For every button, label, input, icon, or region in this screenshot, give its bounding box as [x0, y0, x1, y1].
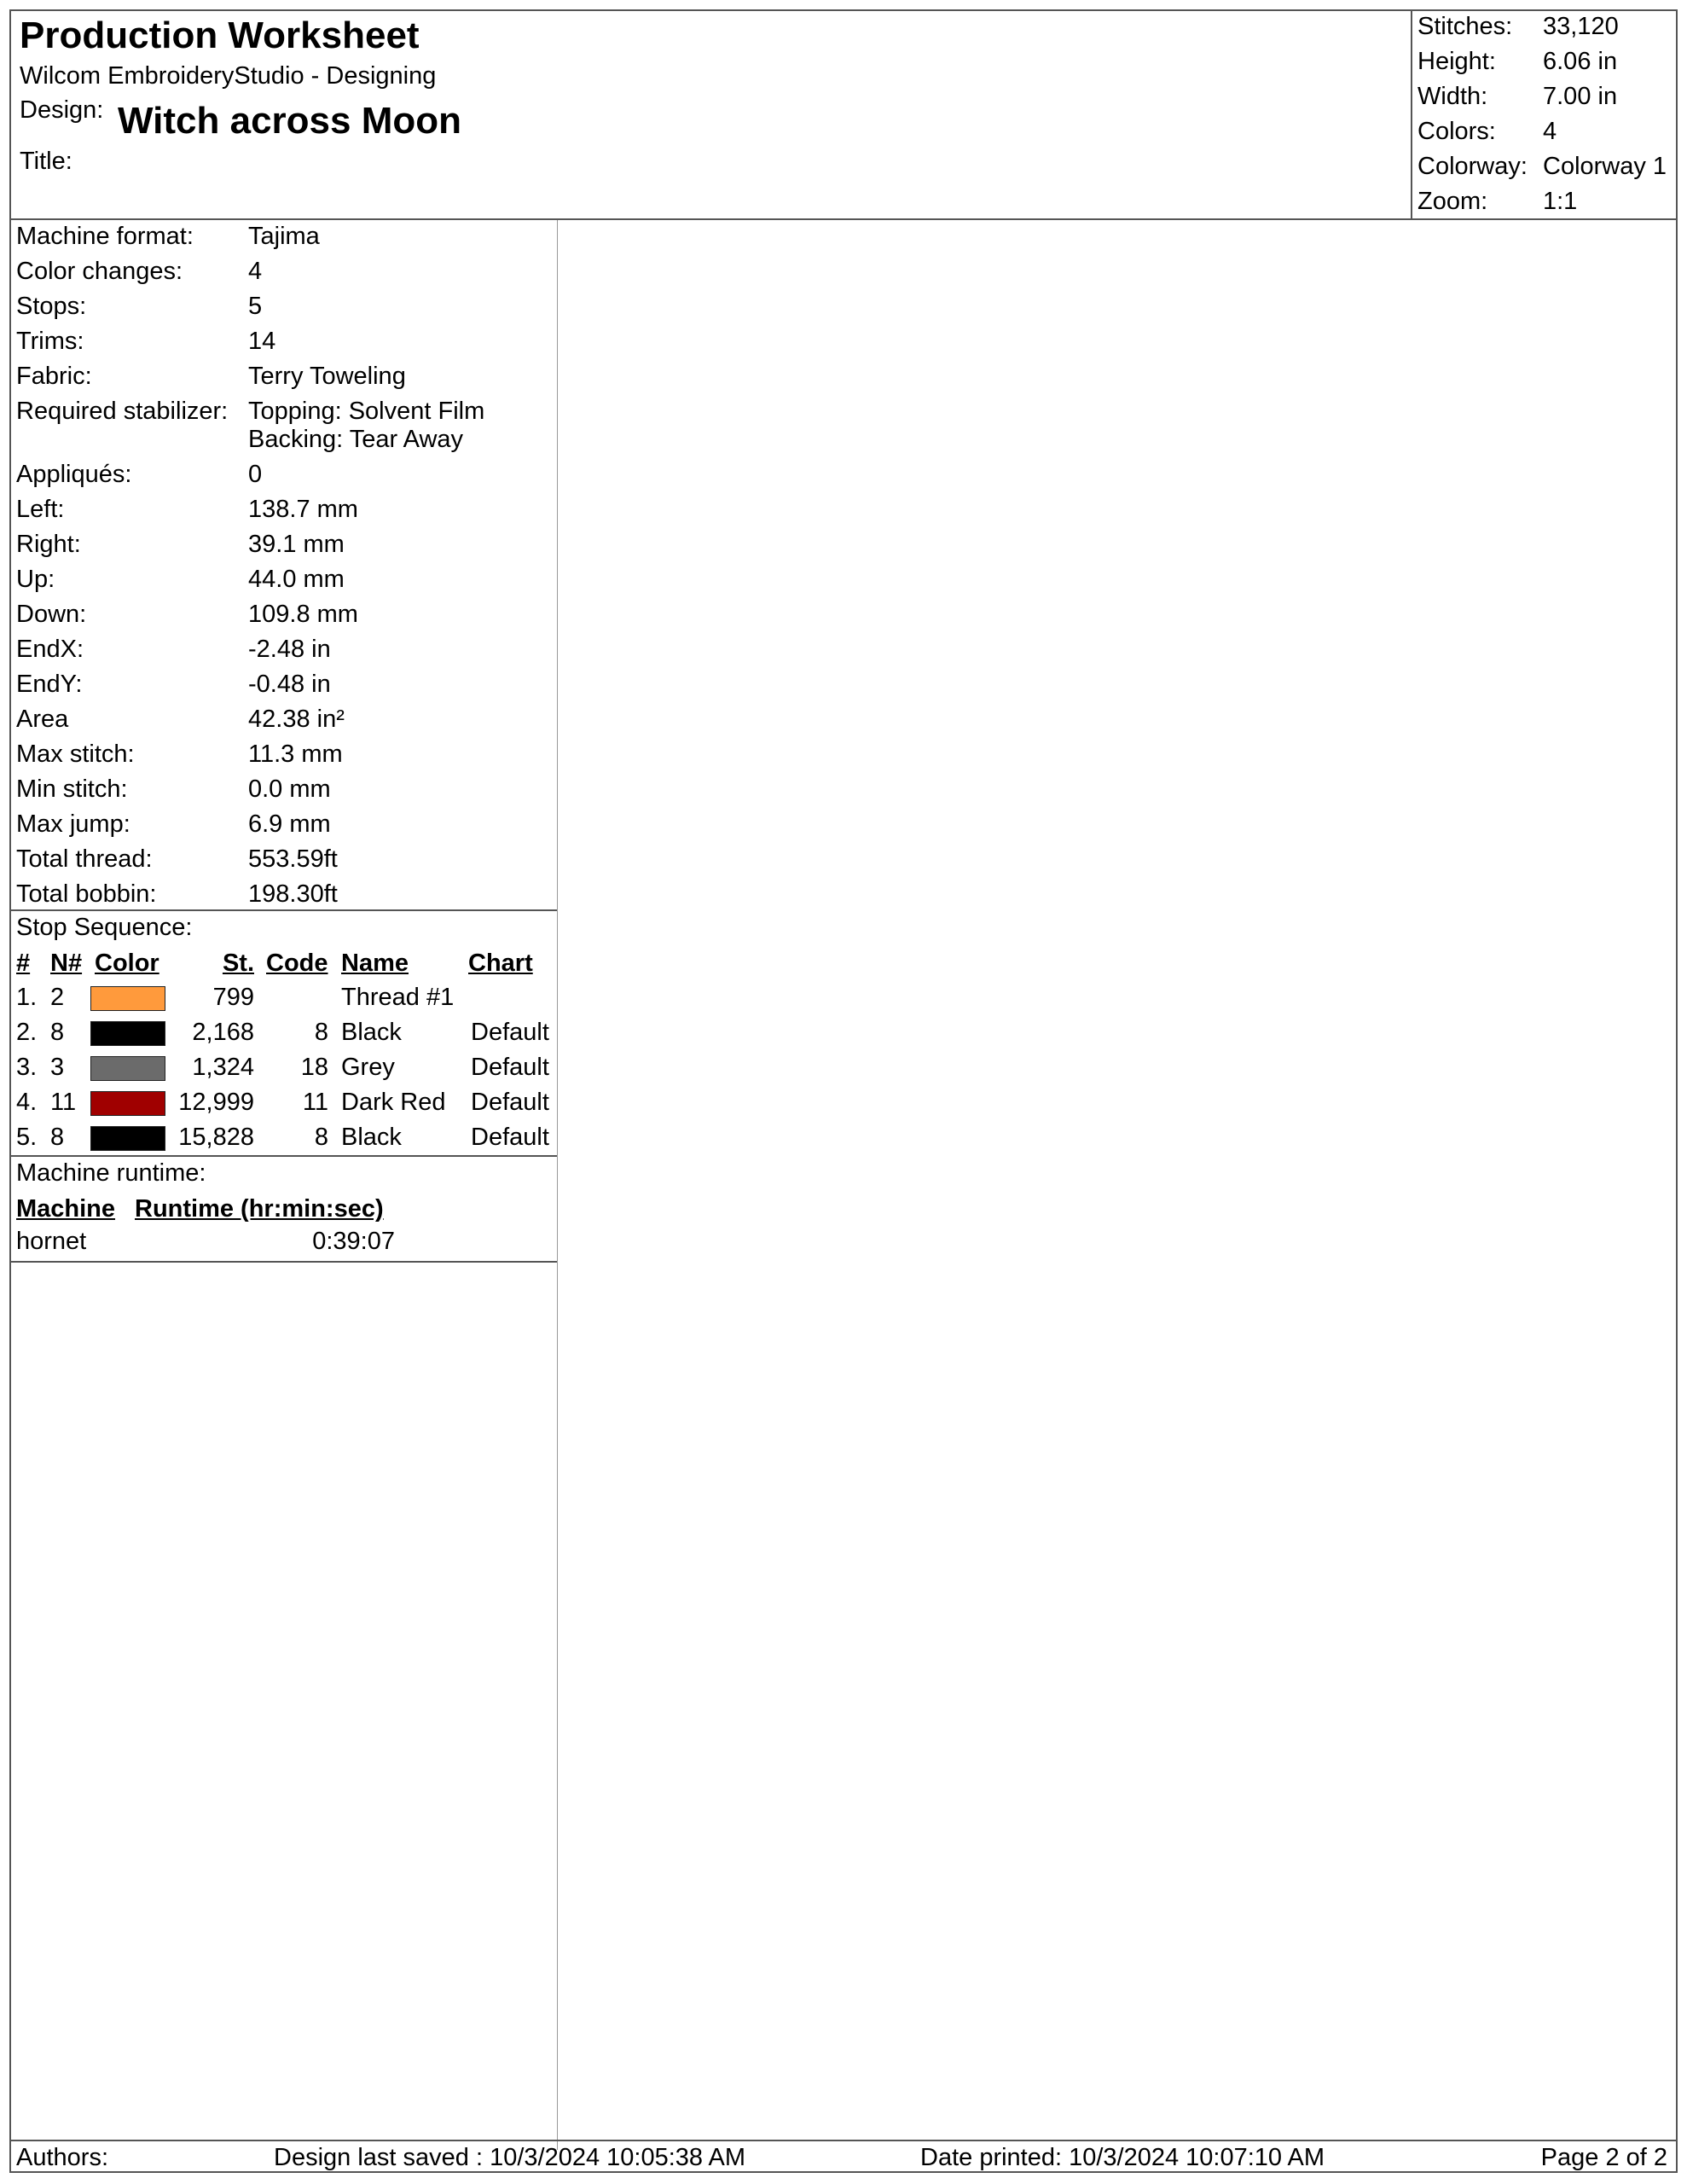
- thread-color-swatch: [90, 1126, 165, 1151]
- thread-name: Black: [341, 1124, 402, 1151]
- thread-color-swatch: [90, 1091, 165, 1116]
- thread-name: Grey: [341, 1054, 395, 1081]
- col-name-header: Name: [341, 950, 409, 977]
- property-value: 4: [248, 258, 263, 285]
- property-label: Machine format:: [16, 223, 194, 250]
- page-title: Production Worksheet: [20, 15, 420, 56]
- worksheet-page: [9, 9, 1678, 2173]
- property-label: EndX:: [16, 636, 84, 663]
- property-label: Total bobbin:: [16, 880, 157, 908]
- thread-color-swatch: [90, 986, 165, 1011]
- stat-label: Zoom:: [1417, 188, 1488, 215]
- property-value: 138.7 mm: [248, 496, 358, 523]
- property-label: Max stitch:: [16, 741, 135, 768]
- stop-sequence-title: Stop Sequence:: [16, 914, 193, 941]
- thread-code: 8: [314, 1019, 328, 1046]
- stitch-count: 12,999: [178, 1089, 254, 1116]
- property-value: Terry Toweling: [248, 363, 406, 390]
- stop-number: 1.: [16, 984, 38, 1011]
- needle-number: 2: [50, 984, 65, 1011]
- property-label: EndY:: [16, 671, 83, 698]
- machine-runtime-title: Machine runtime:: [16, 1159, 206, 1187]
- property-value: 198.30ft: [248, 880, 338, 908]
- thread-chart: Default: [471, 1089, 549, 1116]
- stat-value: 7.00 in: [1543, 83, 1618, 110]
- property-label: Trims:: [16, 328, 84, 355]
- stat-value: 1:1: [1543, 188, 1578, 215]
- stitch-count: 1,324: [192, 1054, 254, 1081]
- design-label: Design:: [20, 96, 104, 124]
- col-code-header: Code: [266, 950, 328, 977]
- thread-chart: Default: [471, 1019, 549, 1046]
- needle-number: 8: [50, 1124, 65, 1151]
- property-value: 6.9 mm: [248, 810, 331, 838]
- stat-value: 6.06 in: [1543, 48, 1618, 75]
- title-label: Title:: [20, 148, 72, 175]
- needle-number: 3: [50, 1054, 65, 1081]
- col-runtime-header: Runtime (hr:min:sec): [135, 1195, 384, 1223]
- property-value: 0.0 mm: [248, 775, 331, 803]
- stop-number: 5.: [16, 1124, 38, 1151]
- stop-number: 4.: [16, 1089, 38, 1116]
- property-label: Min stitch:: [16, 775, 128, 803]
- stop-sequence-divider: [11, 1155, 557, 1157]
- stat-label: Colors:: [1417, 118, 1496, 145]
- property-label: Area: [16, 706, 69, 733]
- property-label: Max jump:: [16, 810, 130, 838]
- stitch-count: 2,168: [192, 1019, 254, 1046]
- property-label: Total thread:: [16, 845, 153, 873]
- runtime-machine-name: hornet: [16, 1228, 87, 1255]
- thread-code: 8: [314, 1124, 328, 1151]
- runtime-value: 0:39:07: [312, 1228, 395, 1255]
- property-value: 44.0 mm: [248, 566, 345, 593]
- property-label: Up:: [16, 566, 55, 593]
- property-value: -0.48 in: [248, 671, 331, 698]
- property-label: Left:: [16, 496, 65, 523]
- thread-name: Thread #1: [341, 984, 455, 1011]
- design-name: Witch across Moon: [118, 100, 461, 142]
- thread-code: 11: [302, 1089, 328, 1116]
- property-value: 14: [248, 328, 276, 355]
- stat-label: Colorway:: [1417, 153, 1528, 180]
- property-value: -2.48 in: [248, 636, 331, 663]
- property-label: Color changes:: [16, 258, 183, 285]
- property-value-secondary: Backing: Tear Away: [248, 426, 464, 453]
- stat-label: Stitches:: [1417, 13, 1513, 40]
- stop-number: 3.: [16, 1054, 38, 1081]
- col-chart-header: Chart: [468, 950, 533, 977]
- col-color-header: Color: [95, 950, 159, 977]
- stat-value: 4: [1543, 118, 1557, 145]
- header-divider: [11, 218, 1676, 220]
- property-label: Fabric:: [16, 363, 92, 390]
- property-value: 42.38 in²: [248, 706, 345, 733]
- needle-number: 11: [50, 1089, 77, 1116]
- property-value: Topping: Solvent Film: [248, 398, 485, 425]
- stitch-count: 15,828: [178, 1124, 254, 1151]
- property-label: Appliqués:: [16, 461, 132, 488]
- thread-name: Black: [341, 1019, 402, 1046]
- col-num-header: #: [16, 950, 31, 977]
- stop-number: 2.: [16, 1019, 38, 1046]
- thread-code: 18: [300, 1054, 328, 1081]
- stat-value: 33,120: [1543, 13, 1619, 40]
- thread-chart: Default: [471, 1054, 549, 1081]
- stat-label: Width:: [1417, 83, 1488, 110]
- property-value: Tajima: [248, 223, 320, 250]
- needle-number: 8: [50, 1019, 65, 1046]
- footer-page-number: Page 2 of 2: [1540, 2144, 1667, 2171]
- runtime-divider: [11, 1261, 557, 1263]
- property-label: Down:: [16, 601, 87, 628]
- thread-color-swatch: [90, 1021, 165, 1046]
- footer-divider: [11, 2140, 1676, 2141]
- stat-label: Height:: [1417, 48, 1496, 75]
- stitch-count: 799: [212, 984, 254, 1011]
- col-stitches-header: St.: [222, 950, 254, 977]
- property-value: 11.3 mm: [248, 741, 343, 768]
- thread-name: Dark Red: [341, 1089, 446, 1116]
- app-subtitle: Wilcom EmbroideryStudio - Designing: [20, 62, 437, 90]
- footer-last-saved: Design last saved : 10/3/2024 10:05:38 AM: [274, 2144, 745, 2171]
- property-value: 5: [248, 293, 263, 320]
- footer-authors: Authors:: [16, 2144, 108, 2171]
- property-value: 109.8 mm: [248, 601, 358, 628]
- stat-value: Colorway 1: [1543, 153, 1667, 180]
- property-label: Right:: [16, 531, 81, 558]
- stats-divider: [1411, 11, 1412, 218]
- col-needle-header: N#: [50, 950, 83, 977]
- footer-date-printed: Date printed: 10/3/2024 10:07:10 AM: [920, 2144, 1325, 2171]
- property-value: 0: [248, 461, 263, 488]
- property-value: 553.59ft: [248, 845, 338, 873]
- properties-divider: [11, 909, 557, 911]
- thread-color-swatch: [90, 1056, 165, 1081]
- thread-chart: Default: [471, 1124, 549, 1151]
- property-label: Required stabilizer:: [16, 398, 229, 425]
- property-label: Stops:: [16, 293, 87, 320]
- column-divider: [557, 220, 558, 2150]
- col-machine-header: Machine: [16, 1195, 116, 1223]
- property-value: 39.1 mm: [248, 531, 345, 558]
